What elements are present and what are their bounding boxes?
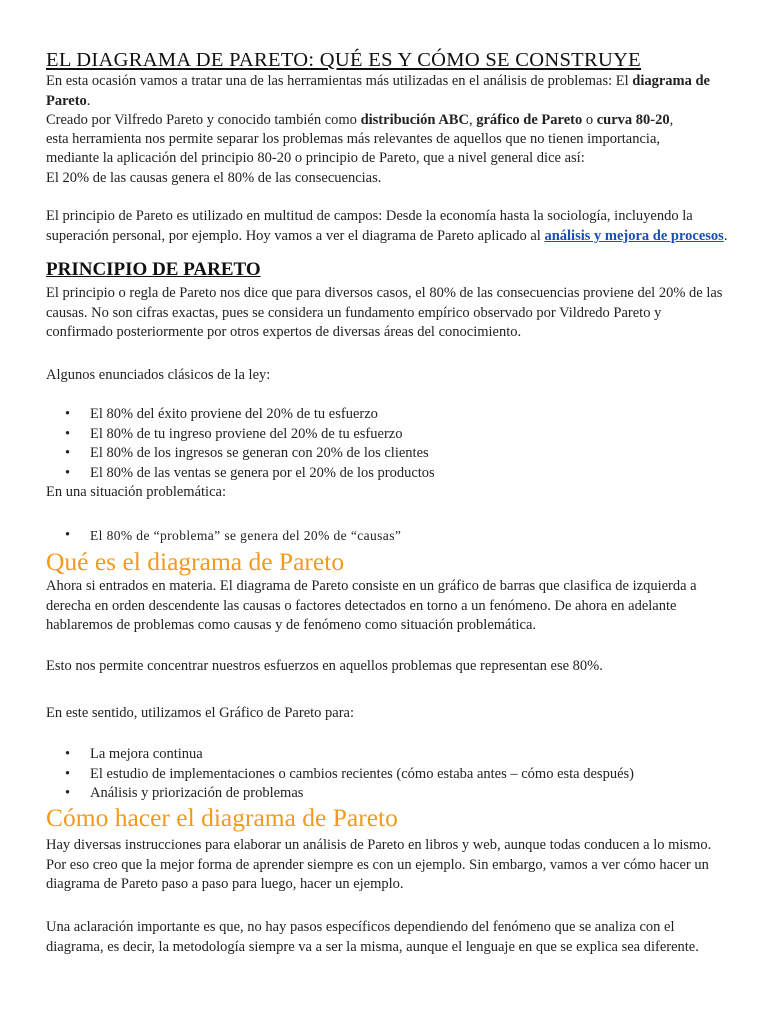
bullet-icon: • bbox=[65, 765, 71, 782]
bullet-icon: • bbox=[65, 746, 71, 762]
como-hacer-paragraph-2: Una aclaración importante es que, no hay pasos específicos dependiendo del fenómeno que se analiza con el diagrama, es decir, la metodología siempre va a ser la misma, aunque el lenguaje en que se explica sea diferente. bbox=[46, 919, 699, 955]
intro-paragraph: En esta ocasión vamos a tratar una de las herramientas más utilizadas en el análisis de problemas: El diagrama de Pareto. bbox=[46, 73, 710, 109]
bullet-icon: • bbox=[65, 406, 71, 422]
bullet-icon: • bbox=[65, 445, 71, 461]
bullet-icon: • bbox=[65, 527, 71, 543]
como-hacer-paragraph: Hay diversas instrucciones para elaborar un análisis de Pareto en libros y web, aunque todas conducen a lo mismo. Por eso creo que la mejor forma de aprender siempre es con un ejemplo. Sin embargo, vamos a ver cómo hacer un diagrama de Pareto paso a paso para luego, hacer un ejemplo. bbox=[46, 837, 712, 892]
bold-term-abc: distribución ABC bbox=[360, 112, 469, 128]
bullet-icon: • bbox=[65, 425, 71, 442]
intro-line: mediante la aplicación del principio 80-20 o principio de Pareto, que a nivel general dice así: bbox=[46, 150, 585, 166]
list-item: • El 80% del éxito proviene del 20% de tu esfuerzo bbox=[46, 405, 726, 425]
bullet-list-enunciados bbox=[46, 405, 726, 483]
intro-line: El 20% de las causas genera el 80% de las consecuencias. bbox=[46, 170, 382, 186]
bullet-icon: • bbox=[65, 464, 71, 481]
intro-line: esta herramienta nos permite separar los problemas más relevantes de aquellos que no tienen importancia, bbox=[46, 131, 661, 147]
list-item: • El 80% de los ingresos se generan con 20% de los clientes bbox=[46, 444, 726, 464]
que-es-paragraph-2: Esto nos permite concentrar nuestros esfuerzos en aquellos problemas que representan ese 80%. bbox=[46, 658, 603, 674]
bullet-list-problema bbox=[46, 526, 726, 547]
list-item: • La mejora continua bbox=[46, 745, 736, 765]
link-analisis-procesos[interactable]: análisis y mejora de procesos bbox=[544, 227, 724, 244]
situacion-problematica-label: En una situación problemática: bbox=[46, 484, 226, 500]
list-item: • El 80% de las ventas se genera por el 20% de los productos bbox=[46, 464, 726, 484]
intro-bold-term: diagrama de Pareto bbox=[46, 73, 710, 109]
list-item: • Análisis y priorización de problemas bbox=[46, 784, 736, 804]
que-es-paragraph-3: En este sentido, utilizamos el Gráfico de Pareto para: bbox=[46, 705, 355, 721]
list-item: • El estudio de implementaciones o cambios recientes (cómo estaba antes – cómo esta después) bbox=[46, 765, 736, 785]
principio-enunciados-intro: Algunos enunciados clásicos de la ley: bbox=[46, 367, 271, 383]
bullet-list-usos bbox=[46, 745, 736, 804]
intro-creator-line: Creado por Vilfredo Pareto y conocido también como distribución ABC, gráfico de Pareto o curva 80-20, bbox=[46, 112, 674, 128]
section-heading-que-es: Qué es el diagrama de Pareto bbox=[46, 547, 345, 576]
intro-text: En esta ocasión vamos a tratar una de las herramientas más utilizadas en el análisis de problemas: El bbox=[46, 73, 633, 89]
list-item: • El 80% de tu ingreso proviene del 20% de tu esfuerzo bbox=[46, 425, 726, 445]
list-item: • El 80% de “problema” se genera del 20% de “causas” bbox=[46, 526, 726, 547]
section-heading-como-hacer: Cómo hacer el diagrama de Pareto bbox=[46, 803, 398, 832]
bold-term-grafico: gráfico de Pareto bbox=[476, 112, 583, 128]
que-es-paragraph: Ahora si entrados en materia. El diagrama de Pareto consiste en un gráfico de barras que clasifica de izquierda a derecha en orden descendente las causas o factores detectados en torno a un fenómeno. De ahora en adelante hablaremos de problemas como causas y de fenómeno como situación problemática. bbox=[46, 578, 697, 633]
bullet-icon: • bbox=[65, 785, 71, 801]
principio-paragraph: El principio o regla de Pareto nos dice que para diversos casos, el 80% de las consecuencias proviene del 20% de las causas. No son cifras exactas, pues se considera un fundamento empírico observado por Vildredo Pareto y confirmado posteriormente por otros expertos de diversas áreas del conocimiento. bbox=[46, 285, 723, 340]
bold-term-curva: curva 80-20 bbox=[596, 112, 670, 128]
intro2-paragraph: El principio de Pareto es utilizado en multitud de campos: Desde la economía hasta la sociología, incluyendo la superación personal, por ejemplo. Hoy vamos a ver el diagrama de Pareto aplicado al análisis y mejora de procesos. bbox=[46, 208, 728, 244]
section-heading-principio: PRINCIPIO DE PARETO bbox=[46, 259, 261, 280]
document-title: EL DIAGRAMA DE PARETO: QUÉ ES Y CÓMO SE CONSTRUYE bbox=[46, 49, 642, 71]
